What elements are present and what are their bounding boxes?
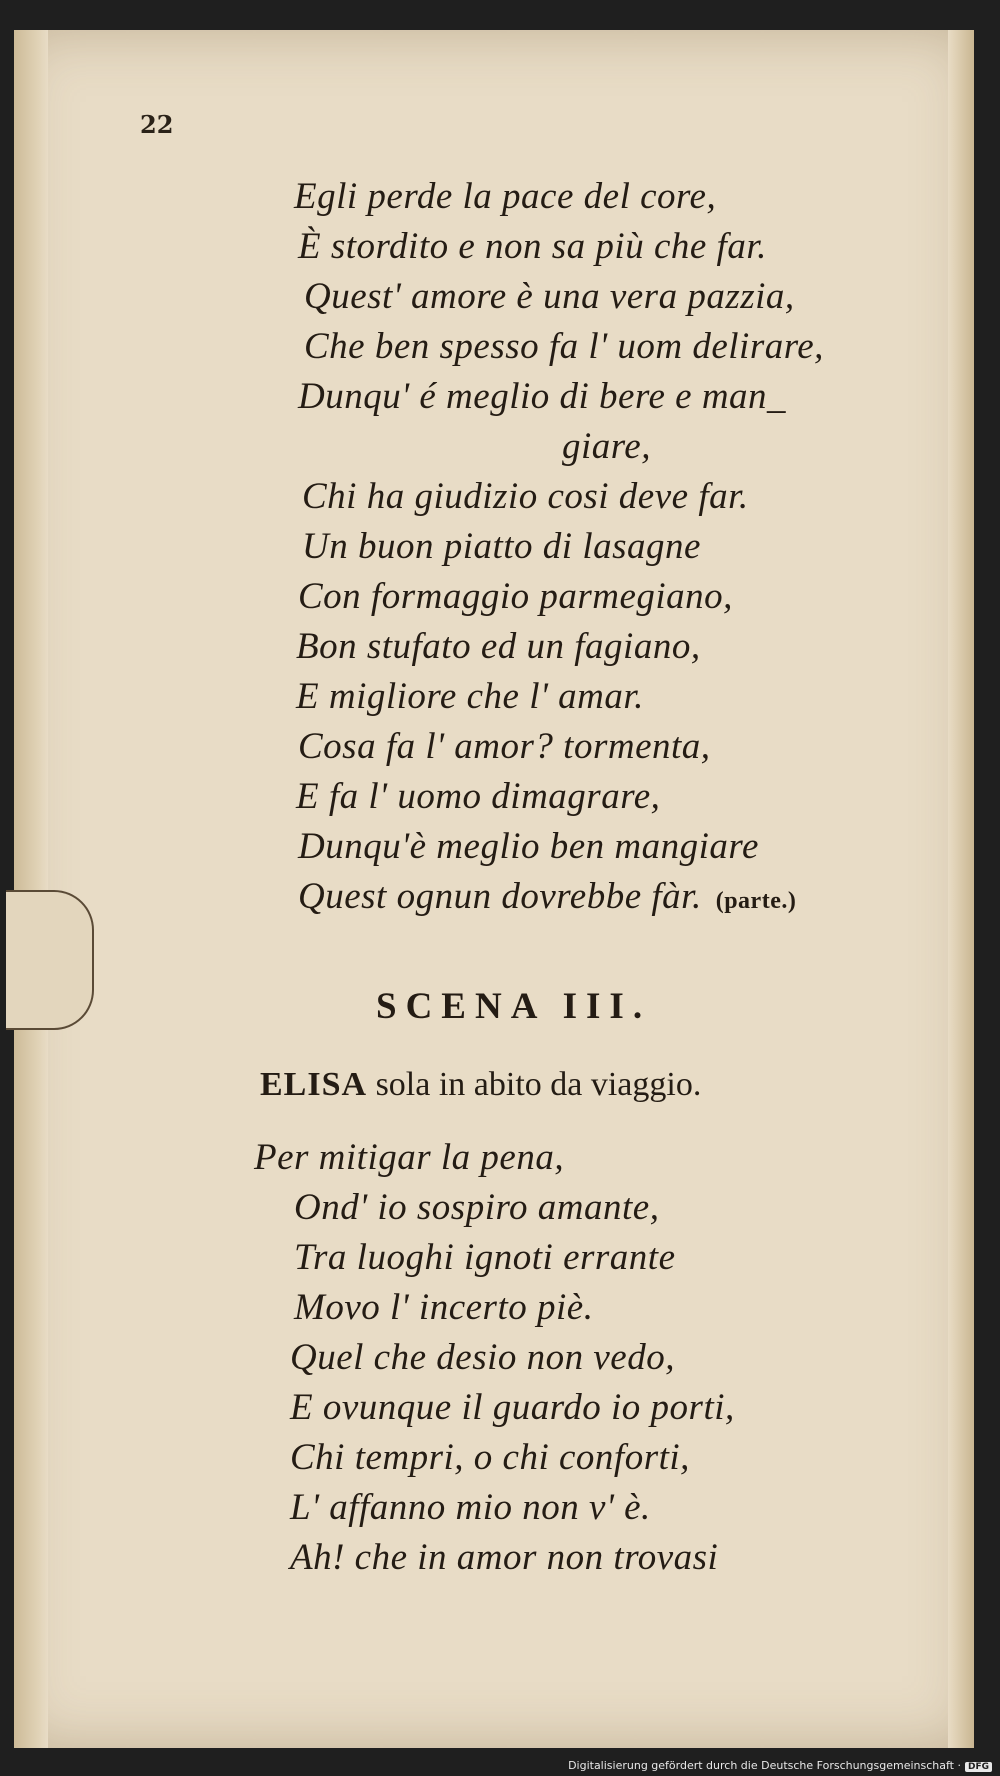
stage-direction-text: sola in abito da viaggio. [367, 1066, 702, 1103]
stage-aside: (parte.) [715, 888, 797, 914]
verse-line: E fa l' uomo dimagrare, [296, 776, 661, 817]
scene-title: SCENA III. [376, 986, 652, 1027]
credit-text: Digitalisierung gefördert durch die Deutsche Forschungsgemeinschaft · [568, 1759, 961, 1772]
verse-line: Egli perde la pace del core, [294, 176, 717, 217]
verse-line: Quest' amore è una vera pazzia, [304, 276, 795, 317]
stage-direction [260, 1066, 701, 1104]
verse-line-continuation: giare, [562, 426, 651, 467]
verse-line: Dunqu' é meglio di bere e man_ [298, 376, 787, 417]
verse-line: Movo l' incerto piè. [294, 1287, 594, 1328]
verse-line: Quel che desio non vedo, [290, 1337, 675, 1378]
page-edge-right [948, 30, 974, 1748]
book-page [14, 30, 974, 1748]
verse-line: Che ben spesso fa l' uom delirare, [304, 326, 824, 367]
verse-line: Bon stufato ed un fagiano, [296, 626, 701, 667]
verse-line: Tra luoghi ignoti errante [294, 1237, 676, 1278]
page-number: 22 [140, 110, 174, 139]
verse-line: E ovunque il guardo io porti, [290, 1387, 735, 1428]
verse-line: È stordito e non sa più che far. [298, 226, 767, 267]
verse-line: E migliore che l' amar. [296, 676, 644, 717]
verse-line: L' affanno mio non v' è. [290, 1487, 651, 1528]
character-name: ELISA [260, 1066, 368, 1103]
page-tab-marker [6, 890, 94, 1030]
digitization-credit [568, 1759, 992, 1772]
verse-line: Con formaggio parmegiano, [298, 576, 733, 617]
verse-line: Ond' io sospiro amante, [294, 1187, 660, 1228]
verse-line-with-aside [298, 875, 796, 918]
page-edge-left [14, 30, 48, 1748]
verse-line-text: Quest ognun dovrebbe fàr. [298, 876, 702, 917]
dfg-logo: DFG [965, 1762, 992, 1772]
verse-line: Cosa fa l' amor? tormenta, [298, 726, 711, 767]
verse-line: Chi tempri, o chi conforti, [290, 1437, 690, 1478]
verse-line: Per mitigar la pena, [254, 1137, 565, 1178]
verse-line: Ah! che in amor non trovasi [290, 1537, 719, 1578]
verse-line: Dunqu'è meglio ben mangiare [298, 826, 759, 867]
verse-line: Chi ha giudizio cosi deve far. [302, 476, 749, 517]
verse-line: Un buon piatto di lasagne [302, 526, 701, 567]
